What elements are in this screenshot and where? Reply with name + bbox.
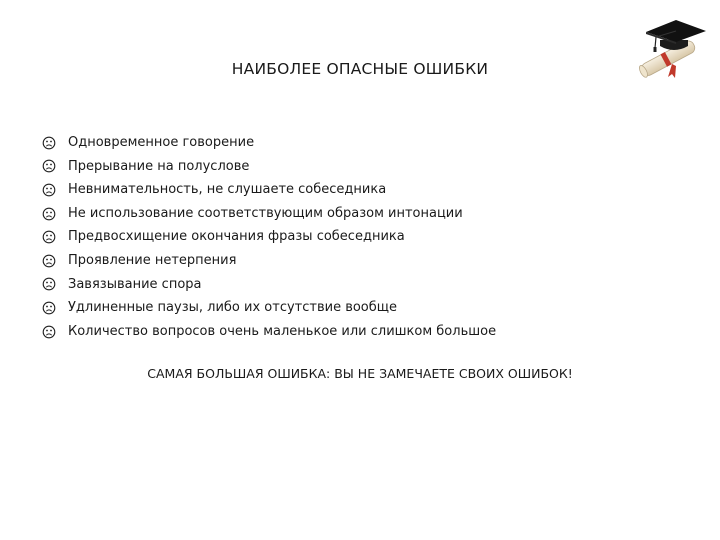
sad-face-icon <box>42 254 56 268</box>
list-item <box>42 273 496 297</box>
list-item-text: Одновременное говорение <box>68 135 255 150</box>
list-item <box>42 249 496 273</box>
sad-face-icon <box>42 207 56 221</box>
list-item-text: Прерывание на полуслове <box>68 158 250 174</box>
sad-face-icon <box>42 277 56 291</box>
list-item <box>42 225 496 249</box>
mistakes-list <box>42 131 496 343</box>
list-item-text: Не использование соответствующим образом интонации <box>68 205 463 221</box>
sad-face-icon <box>42 183 56 197</box>
list-item <box>42 320 496 344</box>
sad-face-icon <box>42 230 56 244</box>
sad-face-icon <box>42 325 56 339</box>
list-item <box>42 131 496 155</box>
list-item <box>42 155 496 179</box>
sad-face-icon <box>42 301 56 315</box>
list-item-text: Количество вопросов очень маленькое или слишком большое <box>68 323 497 339</box>
list-item <box>42 296 496 320</box>
list-item-text: Завязывание спора <box>68 276 202 292</box>
list-item <box>42 202 496 226</box>
sad-face-icon <box>42 136 56 150</box>
list-item-text: Удлиненные паузы, либо их отсутствие вообще <box>68 300 398 316</box>
list-item-text: Невнимательность, не слушаете собеседника <box>68 182 387 198</box>
list-item <box>42 178 496 202</box>
slide-title: НАИБОЛЕЕ ОПАСНЫЕ ОШИБКИ <box>231 60 489 78</box>
list-item-text: Проявление нетерпения <box>68 252 237 268</box>
conclusion-text: САМАЯ БОЛЬШАЯ ОШИБКА: ВЫ НЕ ЗАМЕЧАЕТЕ СВОИХ ОШИБОК! <box>147 366 573 381</box>
list-item-text: Предвосхищение окончания фразы собеседника <box>68 229 405 245</box>
sad-face-icon <box>42 159 56 173</box>
